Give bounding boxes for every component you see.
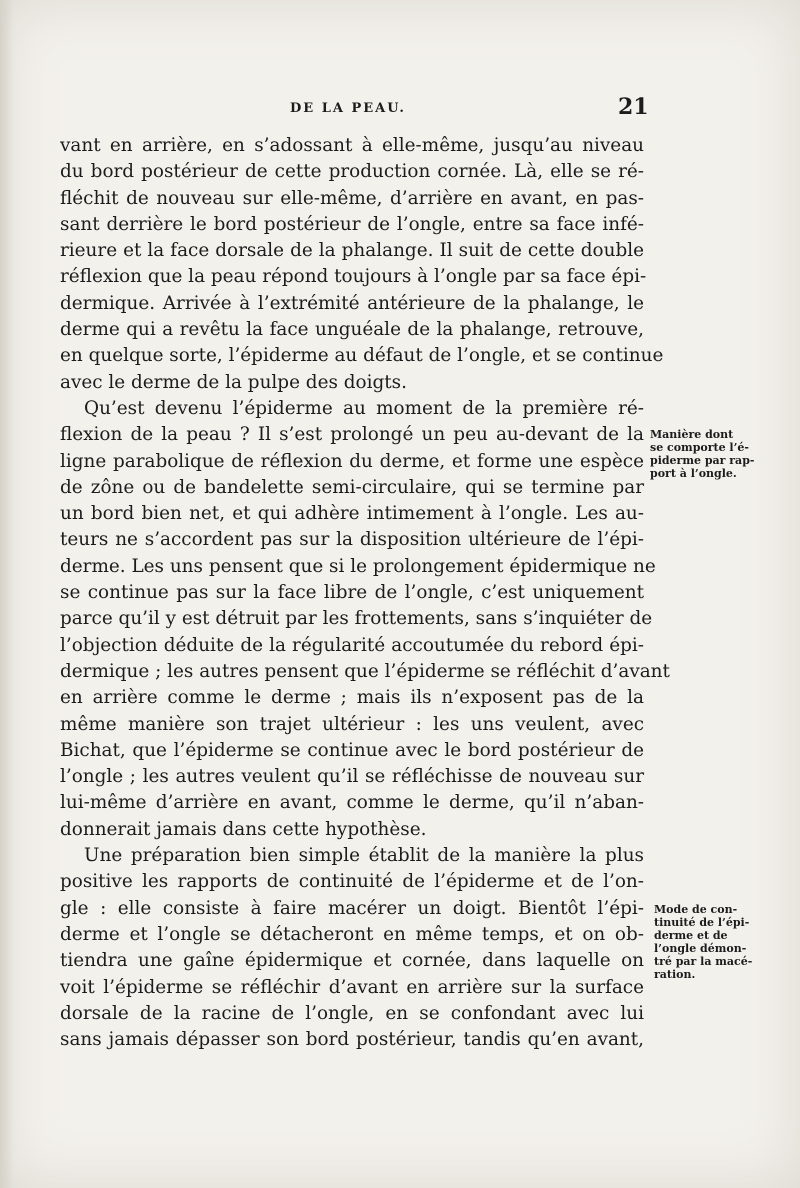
text-line: avec le derme de la pulpe des doigts. bbox=[60, 371, 407, 393]
text-line: réflexion que la peau répond toujours à l’ongle par sa face épi- bbox=[60, 266, 647, 288]
margin-note-line: se comporte l’é- bbox=[650, 441, 749, 454]
text-line: derme. Les uns pensent que si le prolongement épidermique ne bbox=[60, 555, 656, 577]
page-gutter-shadow bbox=[0, 0, 14, 1188]
margin-note-line: port à l’ongle. bbox=[650, 467, 737, 480]
margin-note-epiderme bbox=[650, 428, 790, 480]
running-head: DE LA PEAU. bbox=[290, 101, 406, 116]
text-line: de zône ou de bandelette semi-circulaire, qui se termine par bbox=[60, 476, 644, 498]
margin-note-line: tré par la macé- bbox=[654, 955, 753, 968]
text-line: en arrière comme le derme ; mais ils n’exposent pas de la bbox=[60, 687, 644, 709]
text-line: l’ongle ; les autres veulent qu’il se réfléchisse de nouveau sur bbox=[60, 766, 644, 788]
margin-note-line: Manière dont bbox=[650, 428, 734, 441]
page-number: 21 bbox=[618, 94, 649, 120]
margin-note-line: Mode de con- bbox=[654, 903, 738, 916]
margin-note-line: tinuité de l’épi- bbox=[654, 916, 750, 929]
text-line: un bord bien net, et qui adhère intimement à l’ongle. Les au- bbox=[60, 503, 644, 525]
text-line: sans jamais dépasser son bord postérieur, tandis qu’en avant, bbox=[60, 1029, 644, 1051]
text-line: dorsale de la racine de l’ongle, en se confondant avec lui bbox=[60, 1002, 644, 1024]
text-line: flexion de la peau ? Il s’est prolongé un peu au-devant de la bbox=[60, 424, 644, 446]
body-text bbox=[60, 133, 670, 1053]
text-line: se continue pas sur la face libre de l’ongle, c’est uniquement bbox=[60, 582, 644, 604]
text-line: derme qui a revêtu la face unguéale de la phalange, retrouve, bbox=[60, 319, 644, 341]
text-line: du bord postérieur de cette production cornée. Là, elle se ré- bbox=[60, 161, 644, 183]
text-line: Qu’est devenu l’épiderme au moment de la première ré- bbox=[84, 397, 644, 419]
text-line: derme et l’ongle se détacheront en même temps, et on ob- bbox=[60, 923, 644, 945]
text-line: même manière son trajet ultérieur : les uns veulent, avec bbox=[60, 713, 644, 735]
text-line: dermique. Arrivée à l’extrémité antérieure de la phalange, le bbox=[60, 292, 644, 314]
text-line: parce qu’il y est détruit par les frottements, sans s’inquiéter de bbox=[60, 608, 653, 630]
margin-note-maceration bbox=[654, 903, 794, 981]
text-line: Une préparation bien simple établit de la manière la plus bbox=[84, 845, 644, 867]
text-line: vant en arrière, en s’adossant à elle-même, jusqu’au niveau bbox=[60, 135, 644, 156]
margin-note-line: piderme par rap- bbox=[650, 454, 755, 467]
text-line: fléchit de nouveau sur elle-même, d’arrière en avant, en pas- bbox=[60, 187, 644, 209]
text-line: tiendra une gaîne épidermique et cornée, dans laquelle on bbox=[60, 950, 644, 972]
text-line: donnerait jamais dans cette hypothèse. bbox=[60, 818, 427, 840]
text-line: dermique ; les autres pensent que l’épiderme se réfléchit d’avant bbox=[60, 660, 670, 682]
text-line: gle : elle consiste à faire macérer un doigt. Bientôt l’épi- bbox=[60, 897, 644, 919]
margin-note-line: derme et de bbox=[654, 929, 728, 942]
text-line: en quelque sorte, l’épiderme au défaut de l’ongle, et se continue bbox=[60, 345, 664, 367]
text-line: sant derrière le bord postérieur de l’ongle, entre sa face infé- bbox=[60, 213, 644, 235]
margin-note-line: l’ongle démon- bbox=[654, 942, 747, 955]
margin-note-line: ration. bbox=[654, 968, 696, 981]
text-line: Bichat, que l’épiderme se continue avec le bord postérieur de bbox=[60, 739, 644, 761]
text-line: positive les rapports de continuité de l’épiderme et de l’on- bbox=[60, 871, 644, 893]
text-line: l’objection déduite de la régularité accoutumée du rebord épi- bbox=[60, 634, 644, 656]
text-line: lui-même d’arrière en avant, comme le derme, qu’il n’aban- bbox=[60, 792, 644, 814]
text-line: ligne parabolique de réflexion du derme, et forme une espèce bbox=[60, 450, 644, 472]
text-line: teurs ne s’accordent pas sur la disposition ultérieure de l’épi- bbox=[60, 529, 644, 551]
text-line: voit l’épiderme se réfléchir d’avant en arrière sur la surface bbox=[60, 976, 644, 998]
text-line: rieure et la face dorsale de la phalange. Il suit de cette double bbox=[60, 240, 644, 262]
